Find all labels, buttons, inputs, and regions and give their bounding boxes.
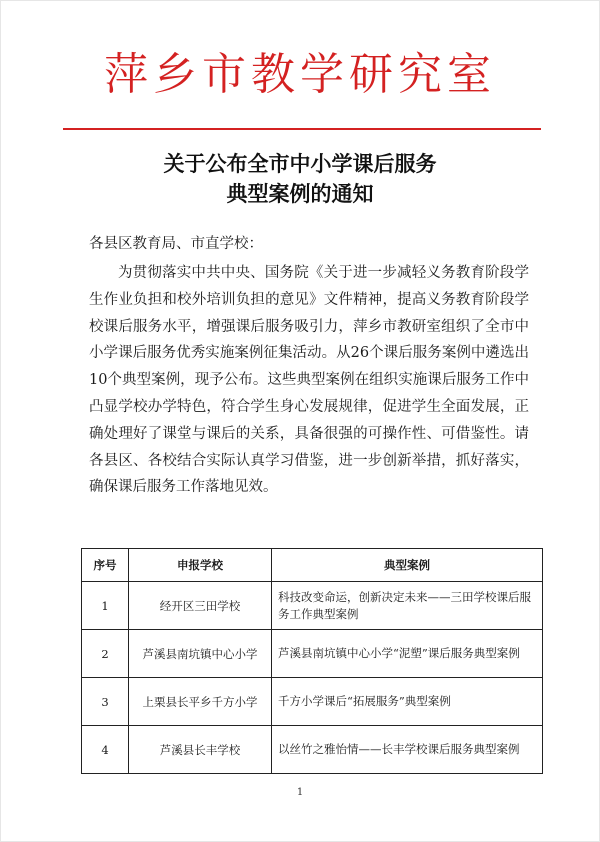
row-school: 上栗县长平乡千方小学 — [129, 678, 272, 726]
row-number: 1 — [82, 582, 129, 630]
masthead-red-rule — [63, 128, 541, 130]
table-row — [82, 630, 543, 678]
masthead-title: 萍乡市教学研究室 — [104, 49, 496, 100]
row-number: 4 — [82, 726, 129, 774]
row-case: 千方小学课后“拓展服务”典型案例 — [272, 678, 543, 726]
row-school: 芦溪县长丰学校 — [129, 726, 272, 774]
row-number: 2 — [82, 630, 129, 678]
row-school: 芦溪县南坑镇中心小学 — [129, 630, 272, 678]
table-row — [82, 582, 543, 630]
table-row — [82, 726, 543, 774]
notice-title — [1, 149, 599, 209]
row-case: 芦溪县南坑镇中心小学“泥塑”课后服务典型案例 — [272, 630, 543, 678]
notice-title-line-1: 关于公布全市中小学课后服务 — [163, 151, 437, 176]
row-number: 3 — [82, 678, 129, 726]
row-case: 科技改变命运，创新决定未来——三田学校课后服务工作典型案例 — [272, 582, 543, 630]
page-number: 1 — [296, 787, 304, 798]
table-header-row — [82, 549, 543, 582]
cases-table — [81, 548, 543, 774]
row-case: 以丝竹之雅怡情——长丰学校课后服务典型案例 — [272, 726, 543, 774]
notice-body-paragraph: 为贯彻落实中共中央、国务院《关于进一步减轻义务教育阶段学生作业负担和校外培训负担的意见》文件精神，提高义务教育阶段学校课后服务水平，增强课后服务吸引力，萍乡市教研室组织了全市中小学课后服务优秀实施案例征集活动。从26个课后服务案例中遴选出10个典型案例，现予公布。这些典型案例在组织实施课后服务工作中凸显学校办学特色，符合学生身心发展规律，促进学生全面发展，正确处理好了课堂与课后的关系，具备很强的可操作性、可借鉴性。请各县区、各校结合实际认真学习借鉴，进一步创新举措，抓好落实，确保课后服务工作落地见效。 — [89, 265, 529, 496]
salutation: 各县区教育局、市直学校： — [89, 236, 263, 252]
notice-title-line-2: 典型案例的通知 — [226, 181, 374, 206]
header-school: 申报学校 — [129, 549, 272, 582]
row-school: 经开区三田学校 — [129, 582, 272, 630]
table-row — [82, 678, 543, 726]
header-serial-number: 序号 — [82, 549, 129, 582]
header-case: 典型案例 — [272, 549, 543, 582]
